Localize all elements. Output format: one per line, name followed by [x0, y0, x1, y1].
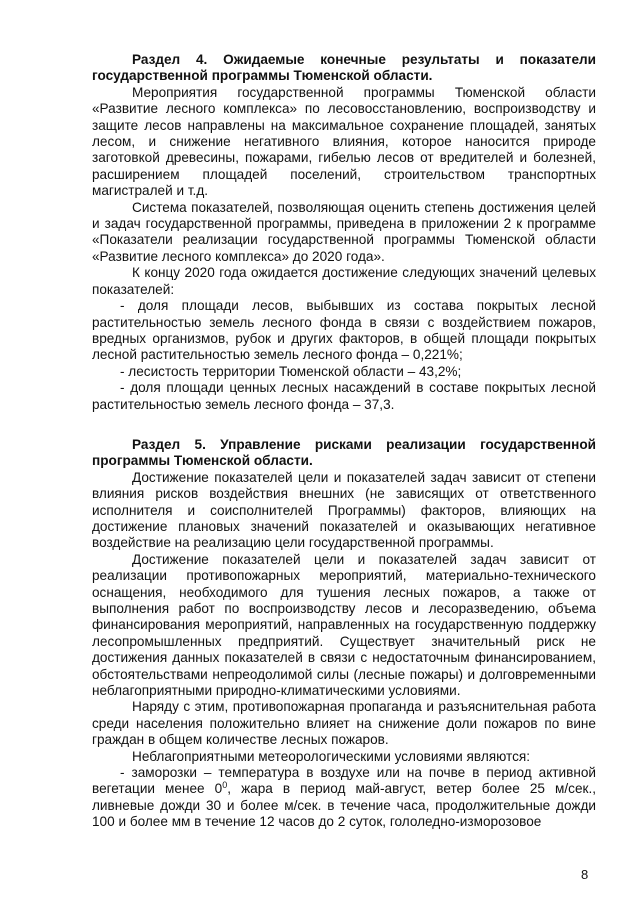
section4-heading: [92, 52, 596, 85]
section5-heading: [92, 437, 596, 470]
section4-bullet: - доля площади лесов, выбывших из состава покрытых лесной растительностью земель лесного фонда в связи с воздействием пожаров, вредных организмов, рубок и других факторов, в общей площади покрытых лесной растительностью земель лесного фонда – 0,221%;: [92, 298, 596, 363]
document-page: [92, 52, 596, 831]
section4-heading-line1: Раздел 4. Ожидаемые конечные результаты и показатели: [132, 52, 596, 67]
section4-bullet: - лесистость территории Тюменской области – 43,2%;: [120, 363, 462, 379]
section5-heading-line2: программы Тюменской области.: [92, 453, 313, 469]
section5-paragraph: Достижение показателей цели и показателей задач зависит от степени влияния рисков воздействия внешних (не зависящих от ответственного исполнителя и соисполнителей Программы) факторов, влияющих на достижение плановых значений показателей и оказывающих негативное воздействие на реализацию цели государственной программы.: [92, 469, 596, 551]
degree-superscript: 0: [222, 780, 228, 791]
section4-bullet: - доля площади ценных лесных насаждений в составе покрытых лесной растительностью земель лесного фонда – 37,3.: [92, 380, 596, 412]
section5-paragraph: Неблагоприятными метеорологическими условиями являются:: [132, 748, 531, 764]
section5-bullet: [92, 765, 596, 831]
section4-paragraph: К концу 2020 года ожидается достижение следующих значений целевых показателей:: [92, 265, 596, 297]
section-spacer: [92, 413, 596, 437]
section4-paragraph: Система показателей, позволяющая оценить степень достижения целей и задач государственной программы, приведена в приложении 2 к программе «Показатели реализации государственной программы Тюменской области «Развитие лесного комплекса» до 2020 года».: [92, 199, 596, 264]
bullet-text-part1: - заморозки – температура в воздухе или на почве в период активной вегетации менее 0: [92, 765, 596, 797]
section4-paragraph: Мероприятия государственной программы Тюменской области «Развитие лесного комплекса» по лесовосстановлению, воспроизводству и защите лесов направлены на максимальное сохранение площадей, занятых лесом, и снижение негативного влияния, которое наносится природе заготовкой древесины, пожарами, гибелью лесов от вредителей и болезней, расширением площадей поселений, строительством транспортных магистралей и т.д.: [92, 84, 596, 199]
section4-heading-line2: государственной программы Тюменской области.: [92, 68, 433, 84]
section5-paragraph: Достижение показателей цели и показателей задач зависит от реализации противопожарных мероприятий, материально-технического оснащения, необходимого для тушения лесных пожаров, а также от выполнения работ по воспроизводству лесов и лесоразведению, объема финансирования мероприятий, направленных на государственную поддержку лесопромышленных предприятий. Существует значительный риск не достижения данных показателей в связи с недостаточным финансированием, обстоятельствами непреодолимой силы (лесные пожары) и долговременными неблагоприятными природно-климатическими условиями.: [92, 551, 596, 699]
bullet-text-part2: , жара в период май-август, ветер более 25 м/сек., ливневые дожди 30 и более м/сек. в течение часа, продолжительные дожди 100 и более мм в течение 12 часов до 2 суток, гололедно-изморозовое: [92, 781, 597, 830]
page-number: 8: [581, 867, 589, 882]
section5-paragraph: Наряду с этим, противопожарная пропаганда и разъяснительная работа среди населения положительно влияет на снижение доли пожаров по вине граждан в общем количестве лесных пожаров.: [92, 699, 596, 748]
section5-heading-line1: Раздел 5. Управление рисками реализации государственной: [132, 436, 596, 452]
